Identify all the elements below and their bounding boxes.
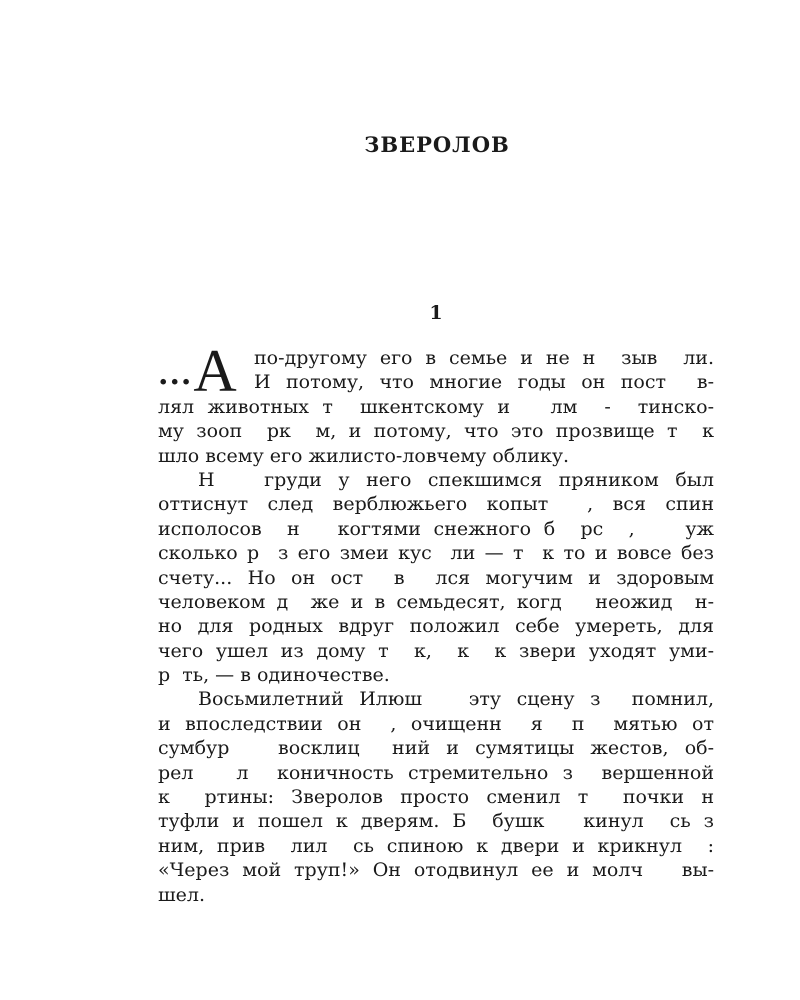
text-line: шел.: [158, 883, 206, 906]
paragraph-3: [158, 687, 714, 907]
text-line: Н груди у него спекшимся пряником был: [198, 468, 714, 491]
section-number: 1: [429, 302, 443, 324]
text-line: исполосов н когтями снежного б рс , уж: [158, 517, 714, 540]
paragraph-2: [158, 468, 714, 688]
body-text: [158, 338, 714, 907]
text-line: сколько р з его змеи кус ли — т к то и вовсе без: [158, 542, 714, 565]
text-line: человеком д же и в семьдесят, когд неожид н-: [158, 590, 714, 613]
text-line: оттиснут след верблюжьего копыт , вся спин: [158, 493, 714, 516]
text-line: р ть, — в одиночестве.: [158, 664, 390, 687]
text-line: му зооп рк м, и потому, что это прозвище т к: [158, 420, 714, 443]
text-line: И потому, что многие годы он пост в-: [254, 371, 714, 394]
text-line: ним, прив лил сь спиною к двери и крикнул :: [158, 834, 714, 857]
text-line: рел л коничность стремительно з вершенной: [158, 761, 714, 784]
text-line: туфли и пошел к дверям. Б бушк кинул сь з: [158, 810, 714, 833]
text-line: счету... Но он ост в лся могучим и здоровым: [158, 566, 714, 589]
text-line: сумбур восклиц ний и сумятицы жестов, об-: [158, 737, 714, 760]
text-line: шло всему его жилисто-ловчему облику.: [158, 444, 570, 467]
text-line: лял животных т шкентскому и лм - тинско-: [158, 395, 714, 418]
drop-cap-letter: А: [193, 338, 237, 404]
text-line: и впоследствии он , очищенн я п мятью от: [158, 712, 714, 735]
text-line: Восьмилетний Илюш эту сцену з помнил,: [198, 688, 714, 711]
chapter-title: ЗВЕРОЛОВ: [364, 132, 510, 157]
text-line: к ртины: Зверолов просто сменил т почки н: [158, 786, 714, 809]
text-line: «Через мой труп!» Он отодвинул ее и молч вы-: [158, 859, 714, 882]
drop-cap: [158, 338, 254, 404]
drop-cap-ellipsis: ...: [158, 357, 193, 392]
text-line: чего ушел из дому т к, к к звери уходят уми-: [158, 639, 714, 662]
text-line: по-другому его в семье и не н зыв ли.: [254, 347, 714, 369]
text-line: но для родных вдруг положил себе умереть, для: [158, 615, 714, 638]
